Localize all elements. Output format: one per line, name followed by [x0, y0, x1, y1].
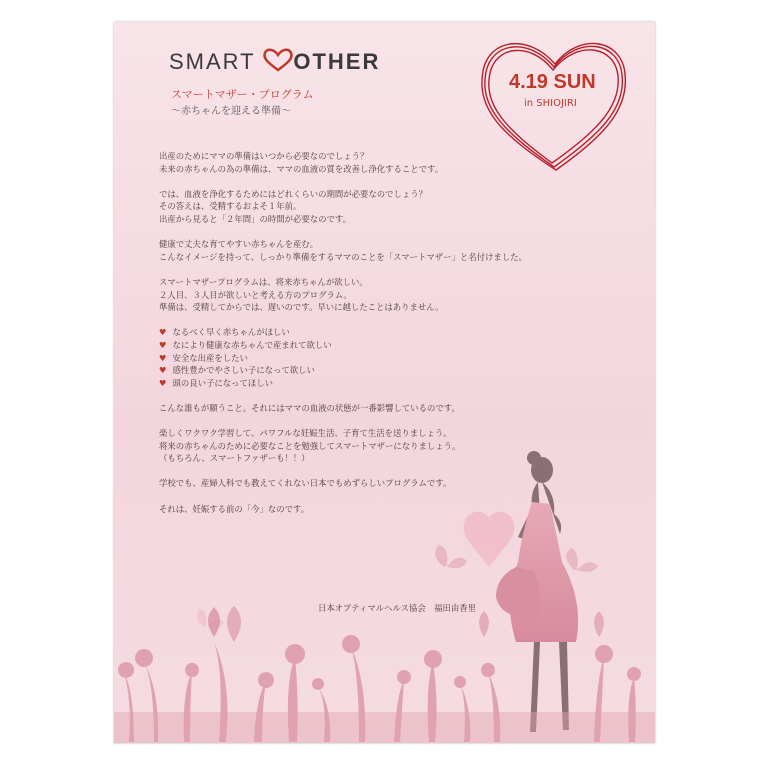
wish-text: なにより健康な赤ちゃんで産まれて欲しい — [172, 339, 332, 350]
body-text — [159, 150, 629, 528]
text-line: （もちろん、スマートファザーも！！） — [159, 453, 310, 464]
paragraph — [159, 188, 629, 226]
list-item — [159, 364, 629, 377]
list-item — [159, 352, 629, 365]
paragraph — [159, 238, 629, 263]
list-item — [159, 326, 629, 339]
event-place: in SHIOJIRI — [524, 98, 577, 109]
list-item — [159, 377, 629, 390]
text-line: こんなイメージを持って、しっかり準備をするママのことを「スマートマザー」と名付けました。 — [159, 251, 527, 262]
paragraph — [159, 427, 629, 465]
signature: 日本オプティマルヘルス協会 福田由香里 — [318, 603, 476, 613]
program-title: スマートマザー・プログラム — [171, 88, 314, 101]
butterfly-icon — [566, 548, 598, 572]
heart-m-icon — [263, 48, 293, 72]
text-line: それは、妊娠する前の「今」なのです。 — [159, 503, 310, 514]
paragraph — [159, 477, 629, 490]
smart-mother-logo — [169, 48, 380, 75]
text-line: 楽しくワクワク学習して、パワフルな妊娠生活、子育て生活を送りましょう。 — [159, 428, 452, 439]
text-line: こんな誰もが願うこと。それにはママの血液の状態が一番影響しているのです。 — [159, 402, 460, 413]
flyer-page — [114, 22, 655, 743]
paragraph — [159, 402, 629, 415]
wish-text: 頭の良い子になってほしい — [172, 377, 274, 388]
text-line: ２人目、３人目が欲しいと考える方のプログラム。 — [159, 289, 352, 300]
text-line: では、血液を浄化するためにはどれくらいの期間が必要なのでしょう？ — [159, 188, 427, 199]
paragraph — [159, 503, 629, 516]
program-subtitle: 〜赤ちゃんを迎える準備〜 — [171, 106, 291, 117]
text-line: 準備は、受精してからでは、遅いのです。早いに越したことはありません。 — [159, 302, 444, 313]
butterfly-icon — [435, 545, 467, 568]
paragraph — [159, 150, 629, 175]
wish-list — [159, 326, 629, 389]
heart-bullet-icon: ♥ — [159, 339, 167, 350]
text-line: スマートマザープログラムは、将来赤ちゃんが欲しい。 — [159, 276, 368, 287]
event-date: 4.19 SUN — [509, 71, 596, 93]
heart-bullet-icon: ♥ — [159, 352, 167, 363]
logo-smart: SMART — [169, 49, 256, 74]
text-line: 学校でも、産婦人科でも教えてくれない日本でもめずらしいプログラムです。 — [159, 478, 452, 489]
text-line: その答えは、受精するおよそ１年前。 — [159, 201, 302, 212]
heart-bullet-icon: ♥ — [159, 365, 167, 376]
wish-text: 感性豊かでやさしい子になって欲しい — [172, 365, 315, 376]
paragraph — [159, 276, 629, 314]
wish-text: なるべく早く赤ちゃんがほしい — [172, 327, 290, 338]
text-line: 将来の赤ちゃんのために必要なことを勉強してスマートマザーになりましょう。 — [159, 440, 461, 451]
text-line: 出産から見ると「２年間」の時間が必要なのです。 — [159, 213, 351, 224]
heart-bullet-icon: ♥ — [159, 377, 167, 388]
text-line: 健康で丈夫な育てやすい赤ちゃんを産む。 — [159, 239, 319, 250]
text-line: 未来の赤ちゃんの為の準備は、ママの血液の質を改善し浄化することです。 — [159, 163, 444, 174]
text-line: 出産のためにママの準備はいつから必要なのでしょう？ — [159, 151, 369, 161]
list-item — [159, 339, 629, 352]
logo-other: OTHER — [293, 49, 381, 74]
heart-bullet-icon: ♥ — [159, 327, 167, 338]
wish-text: 安全な出産をしたい — [172, 352, 248, 363]
